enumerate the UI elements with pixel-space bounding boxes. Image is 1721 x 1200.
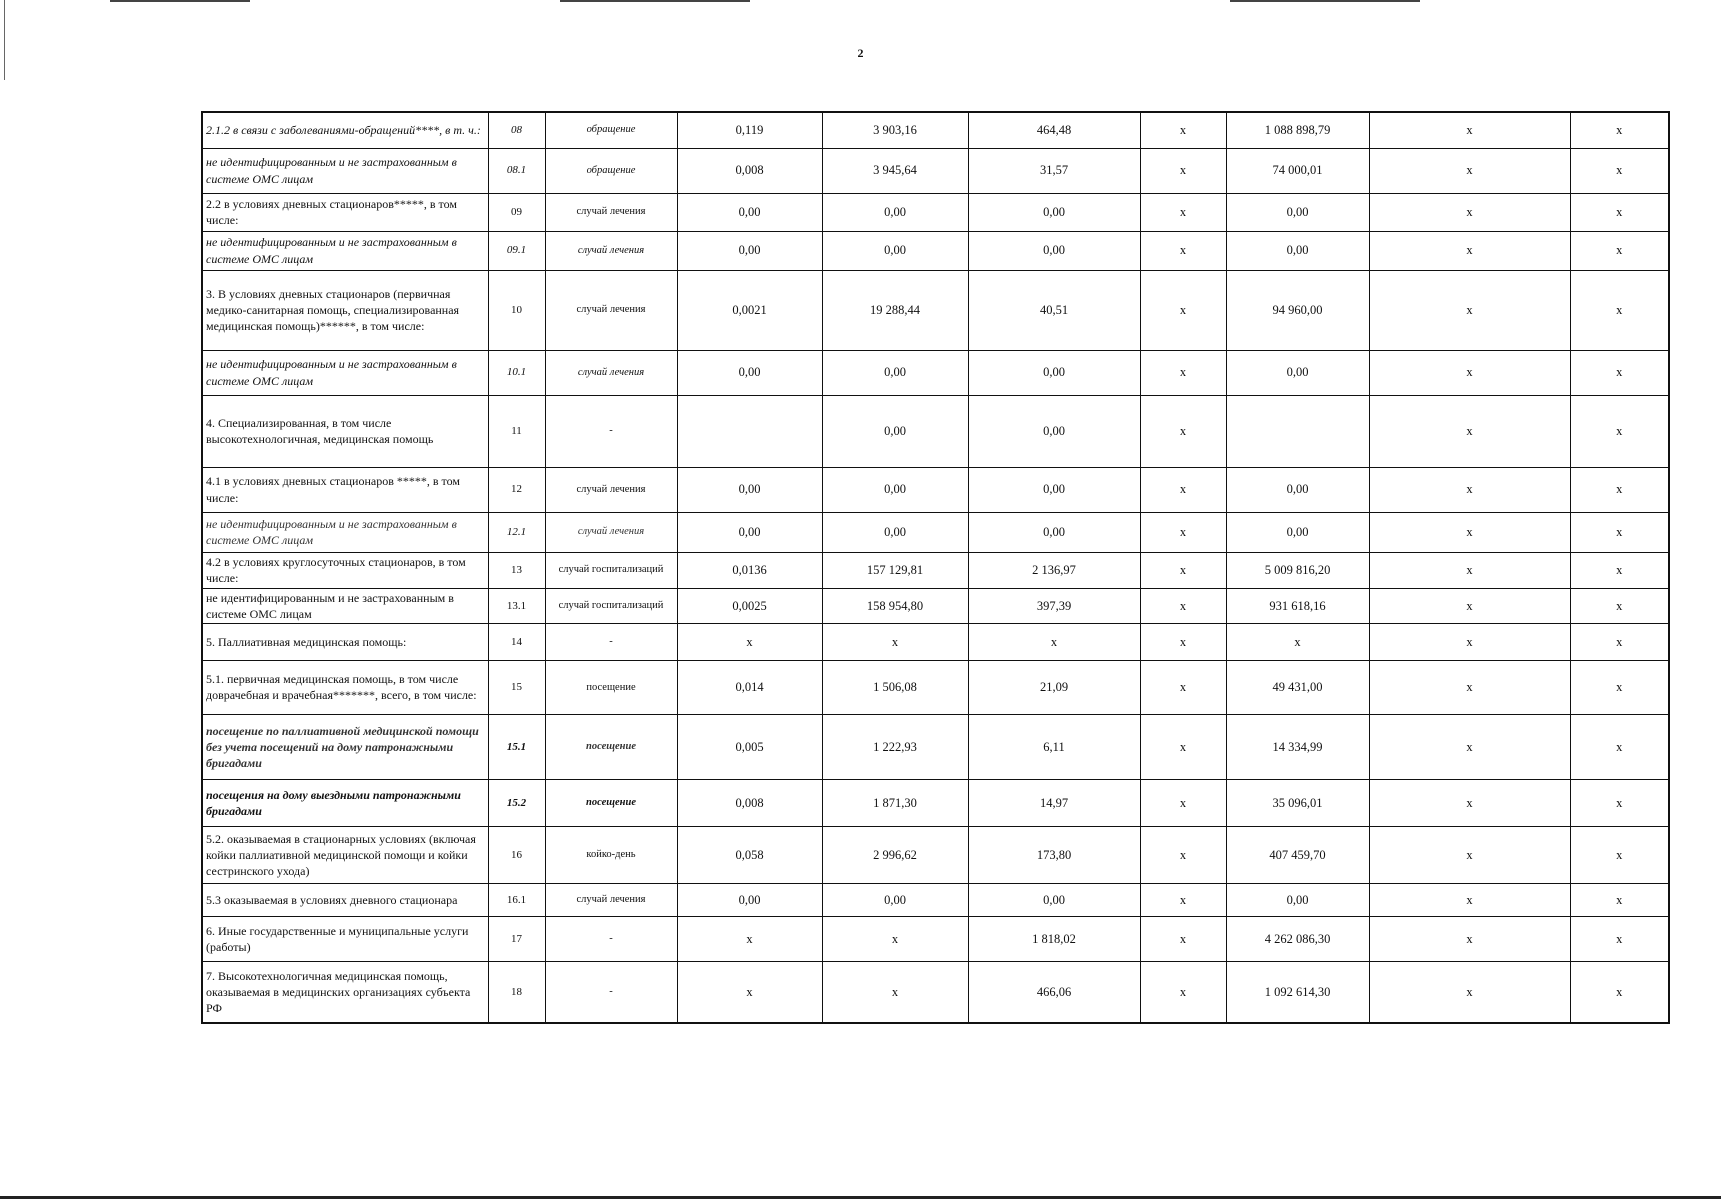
row-per-capita: 466,06 xyxy=(968,961,1140,1023)
row-per-capita: 0,00 xyxy=(968,193,1140,231)
row-unit: - xyxy=(545,395,677,467)
row-cost-norm: 0,00 xyxy=(822,193,968,231)
row-col7: x xyxy=(1140,714,1226,779)
row-col7: x xyxy=(1140,270,1226,350)
row-name: не идентифицированным и не застрахованным в системе ОМС лицам xyxy=(202,350,488,395)
row-unit: обращение xyxy=(545,112,677,148)
row-per-capita: 0,00 xyxy=(968,350,1140,395)
table-body xyxy=(202,112,1669,1023)
row-volume-norm: 0,014 xyxy=(677,660,822,714)
row-col10: x xyxy=(1570,148,1669,193)
row-total-cost: 0,00 xyxy=(1226,883,1369,916)
row-code: 17 xyxy=(488,916,545,961)
row-col9: x xyxy=(1369,779,1570,826)
row-col9: x xyxy=(1369,826,1570,883)
row-col10: x xyxy=(1570,883,1669,916)
scan-artifact-bottom xyxy=(0,1196,1721,1199)
table-row xyxy=(202,552,1669,588)
row-cost-norm: 2 996,62 xyxy=(822,826,968,883)
row-code: 09 xyxy=(488,193,545,231)
row-total-cost: 0,00 xyxy=(1226,512,1369,552)
row-volume-norm xyxy=(677,395,822,467)
row-col7: x xyxy=(1140,350,1226,395)
row-cost-norm: 1 506,08 xyxy=(822,660,968,714)
row-cost-norm: x xyxy=(822,961,968,1023)
row-volume-norm: 0,00 xyxy=(677,231,822,270)
scan-artifact-top-2 xyxy=(560,0,750,2)
row-total-cost: 94 960,00 xyxy=(1226,270,1369,350)
row-col7: x xyxy=(1140,779,1226,826)
row-unit: случай госпитализаций xyxy=(545,588,677,623)
row-unit: койко-день xyxy=(545,826,677,883)
row-col10: x xyxy=(1570,270,1669,350)
row-unit: случай лечения xyxy=(545,467,677,512)
row-unit: посещение xyxy=(545,660,677,714)
row-col9: x xyxy=(1369,467,1570,512)
row-col9: x xyxy=(1369,552,1570,588)
row-col9: x xyxy=(1369,660,1570,714)
row-per-capita: 397,39 xyxy=(968,588,1140,623)
row-col9: x xyxy=(1369,395,1570,467)
table-row xyxy=(202,467,1669,512)
row-total-cost: 4 262 086,30 xyxy=(1226,916,1369,961)
row-unit: случай лечения xyxy=(545,270,677,350)
row-total-cost: 407 459,70 xyxy=(1226,826,1369,883)
row-col10: x xyxy=(1570,588,1669,623)
row-per-capita: 14,97 xyxy=(968,779,1140,826)
row-unit: - xyxy=(545,961,677,1023)
table-row xyxy=(202,826,1669,883)
row-col7: x xyxy=(1140,552,1226,588)
row-volume-norm: 0,00 xyxy=(677,883,822,916)
row-volume-norm: 0,00 xyxy=(677,193,822,231)
row-col10: x xyxy=(1570,552,1669,588)
row-total-cost: 35 096,01 xyxy=(1226,779,1369,826)
row-col7: x xyxy=(1140,826,1226,883)
row-volume-norm: 0,0136 xyxy=(677,552,822,588)
row-unit: посещение xyxy=(545,779,677,826)
table-row xyxy=(202,395,1669,467)
row-col7: x xyxy=(1140,623,1226,660)
row-per-capita: 0,00 xyxy=(968,512,1140,552)
table-row xyxy=(202,193,1669,231)
row-col10: x xyxy=(1570,395,1669,467)
row-code: 15.1 xyxy=(488,714,545,779)
row-col9: x xyxy=(1369,231,1570,270)
row-per-capita: 464,48 xyxy=(968,112,1140,148)
row-col9: x xyxy=(1369,916,1570,961)
row-col7: x xyxy=(1140,916,1226,961)
scan-artifact-left-edge xyxy=(4,0,5,80)
row-total-cost xyxy=(1226,395,1369,467)
row-total-cost: 0,00 xyxy=(1226,467,1369,512)
row-code: 12 xyxy=(488,467,545,512)
table-row xyxy=(202,148,1669,193)
row-name: посещение по паллиативной медицинской помощи без учета посещений на дому патронажными бригадами xyxy=(202,714,488,779)
row-per-capita: 0,00 xyxy=(968,395,1140,467)
row-col10: x xyxy=(1570,350,1669,395)
table-row xyxy=(202,623,1669,660)
row-cost-norm: 19 288,44 xyxy=(822,270,968,350)
row-cost-norm: 158 954,80 xyxy=(822,588,968,623)
row-volume-norm: x xyxy=(677,623,822,660)
table-row xyxy=(202,779,1669,826)
row-volume-norm: 0,00 xyxy=(677,467,822,512)
row-col10: x xyxy=(1570,112,1669,148)
row-cost-norm: 0,00 xyxy=(822,395,968,467)
row-volume-norm: 0,058 xyxy=(677,826,822,883)
row-per-capita: x xyxy=(968,623,1140,660)
row-total-cost: 74 000,01 xyxy=(1226,148,1369,193)
row-col9: x xyxy=(1369,623,1570,660)
row-unit: случай госпитализаций xyxy=(545,552,677,588)
row-cost-norm: x xyxy=(822,623,968,660)
row-volume-norm: x xyxy=(677,961,822,1023)
row-per-capita: 40,51 xyxy=(968,270,1140,350)
row-col9: x xyxy=(1369,961,1570,1023)
row-col9: x xyxy=(1369,512,1570,552)
row-per-capita: 2 136,97 xyxy=(968,552,1140,588)
row-unit: посещение xyxy=(545,714,677,779)
table-row xyxy=(202,350,1669,395)
row-total-cost: x xyxy=(1226,623,1369,660)
report-table xyxy=(201,111,1670,1024)
row-name: 5. Паллиативная медицинская помощь: xyxy=(202,623,488,660)
row-col9: x xyxy=(1369,193,1570,231)
row-code: 13 xyxy=(488,552,545,588)
row-col7: x xyxy=(1140,112,1226,148)
row-cost-norm: 3 903,16 xyxy=(822,112,968,148)
row-unit: - xyxy=(545,623,677,660)
row-code: 08.1 xyxy=(488,148,545,193)
row-code: 16 xyxy=(488,826,545,883)
row-col7: x xyxy=(1140,512,1226,552)
row-per-capita: 21,09 xyxy=(968,660,1140,714)
row-volume-norm: 0,008 xyxy=(677,779,822,826)
row-col7: x xyxy=(1140,193,1226,231)
table-row xyxy=(202,961,1669,1023)
row-cost-norm: 0,00 xyxy=(822,350,968,395)
row-col7: x xyxy=(1140,961,1226,1023)
row-volume-norm: 0,00 xyxy=(677,350,822,395)
row-total-cost: 1 092 614,30 xyxy=(1226,961,1369,1023)
table-row xyxy=(202,512,1669,552)
row-col10: x xyxy=(1570,779,1669,826)
row-col7: x xyxy=(1140,883,1226,916)
row-col9: x xyxy=(1369,148,1570,193)
row-name: 5.1. первичная медицинская помощь, в том числе доврачебная и врачебная*******, всего, в том числе: xyxy=(202,660,488,714)
row-volume-norm: 0,0021 xyxy=(677,270,822,350)
row-volume-norm: 0,005 xyxy=(677,714,822,779)
row-total-cost: 5 009 816,20 xyxy=(1226,552,1369,588)
row-col9: x xyxy=(1369,883,1570,916)
table-row xyxy=(202,588,1669,623)
row-unit: обращение xyxy=(545,148,677,193)
row-col9: x xyxy=(1369,588,1570,623)
row-code: 08 xyxy=(488,112,545,148)
row-total-cost: 1 088 898,79 xyxy=(1226,112,1369,148)
row-total-cost: 14 334,99 xyxy=(1226,714,1369,779)
row-total-cost: 0,00 xyxy=(1226,193,1369,231)
table-row xyxy=(202,714,1669,779)
row-name: 7. Высокотехнологичная медицинская помощь, оказываемая в медицинских организациях субъекта РФ xyxy=(202,961,488,1023)
row-unit: случай лечения xyxy=(545,231,677,270)
row-col10: x xyxy=(1570,660,1669,714)
row-cost-norm: 3 945,64 xyxy=(822,148,968,193)
row-name: 5.2. оказываемая в стационарных условиях (включая койки паллиативной медицинской помощи и койки сестринского ухода) xyxy=(202,826,488,883)
row-total-cost: 0,00 xyxy=(1226,231,1369,270)
row-unit: случай лечения xyxy=(545,883,677,916)
row-per-capita: 6,11 xyxy=(968,714,1140,779)
row-volume-norm: x xyxy=(677,916,822,961)
row-per-capita: 0,00 xyxy=(968,883,1140,916)
row-code: 15.2 xyxy=(488,779,545,826)
row-per-capita: 1 818,02 xyxy=(968,916,1140,961)
table-row xyxy=(202,270,1669,350)
table-row xyxy=(202,660,1669,714)
row-per-capita: 31,57 xyxy=(968,148,1140,193)
row-col9: x xyxy=(1369,350,1570,395)
row-name: 4.1 в условиях дневных стационаров *****, в том числе: xyxy=(202,467,488,512)
row-name: 3. В условиях дневных стационаров (первичная медико-санитарная помощь, специализированная медицинская помощь)******, в том числе: xyxy=(202,270,488,350)
row-total-cost: 49 431,00 xyxy=(1226,660,1369,714)
row-cost-norm: 0,00 xyxy=(822,231,968,270)
row-code: 13.1 xyxy=(488,588,545,623)
row-unit: - xyxy=(545,916,677,961)
row-name: не идентифицированным и не застрахованным в системе ОМС лицам xyxy=(202,231,488,270)
row-col10: x xyxy=(1570,512,1669,552)
row-total-cost: 0,00 xyxy=(1226,350,1369,395)
row-code: 09.1 xyxy=(488,231,545,270)
row-name: 4. Специализированная, в том числе высокотехнологичная, медицинская помощь xyxy=(202,395,488,467)
row-col10: x xyxy=(1570,714,1669,779)
row-name: 6. Иные государственные и муниципальные услуги (работы) xyxy=(202,916,488,961)
row-name: посещения на дому выездными патронажными бригадами xyxy=(202,779,488,826)
row-cost-norm: 1 222,93 xyxy=(822,714,968,779)
row-code: 10.1 xyxy=(488,350,545,395)
row-code: 11 xyxy=(488,395,545,467)
row-col9: x xyxy=(1369,112,1570,148)
row-unit: случай лечения xyxy=(545,193,677,231)
row-col10: x xyxy=(1570,231,1669,270)
row-volume-norm: 0,00 xyxy=(677,512,822,552)
row-col10: x xyxy=(1570,623,1669,660)
row-col10: x xyxy=(1570,467,1669,512)
row-cost-norm: 157 129,81 xyxy=(822,552,968,588)
page-number: 2 xyxy=(857,46,864,60)
row-col7: x xyxy=(1140,588,1226,623)
row-name: 4.2 в условиях круглосуточных стационаров, в том числе: xyxy=(202,552,488,588)
row-volume-norm: 0,0025 xyxy=(677,588,822,623)
row-col9: x xyxy=(1369,714,1570,779)
table-row xyxy=(202,231,1669,270)
row-name: не идентифицированным и не застрахованным в системе ОМС лицам xyxy=(202,148,488,193)
row-per-capita: 0,00 xyxy=(968,231,1140,270)
scan-artifact-top-3 xyxy=(1230,0,1420,2)
row-cost-norm: 0,00 xyxy=(822,883,968,916)
row-col7: x xyxy=(1140,148,1226,193)
row-col7: x xyxy=(1140,231,1226,270)
row-name: 5.3 оказываемая в условиях дневного стационара xyxy=(202,883,488,916)
row-cost-norm: 1 871,30 xyxy=(822,779,968,826)
row-name: не идентифицированным и не застрахованным в системе ОМС лицам xyxy=(202,588,488,623)
row-name: не идентифицированным и не застрахованным в системе ОМС лицам xyxy=(202,512,488,552)
row-col10: x xyxy=(1570,961,1669,1023)
row-name: 2.1.2 в связи с заболеваниями-обращений****, в т. ч.: xyxy=(202,112,488,148)
row-per-capita: 0,00 xyxy=(968,467,1140,512)
row-code: 15 xyxy=(488,660,545,714)
row-code: 10 xyxy=(488,270,545,350)
row-col9: x xyxy=(1369,270,1570,350)
row-cost-norm: 0,00 xyxy=(822,512,968,552)
row-col7: x xyxy=(1140,660,1226,714)
row-cost-norm: 0,00 xyxy=(822,467,968,512)
row-total-cost: 931 618,16 xyxy=(1226,588,1369,623)
row-volume-norm: 0,008 xyxy=(677,148,822,193)
row-col10: x xyxy=(1570,916,1669,961)
row-unit: случай лечения xyxy=(545,512,677,552)
table-row xyxy=(202,883,1669,916)
row-unit: случай лечения xyxy=(545,350,677,395)
row-code: 12.1 xyxy=(488,512,545,552)
row-col7: x xyxy=(1140,467,1226,512)
table-row xyxy=(202,916,1669,961)
row-col10: x xyxy=(1570,193,1669,231)
row-col10: x xyxy=(1570,826,1669,883)
row-col7: x xyxy=(1140,395,1226,467)
table-row xyxy=(202,112,1669,148)
row-volume-norm: 0,119 xyxy=(677,112,822,148)
scan-artifact-top-1 xyxy=(110,0,250,2)
row-per-capita: 173,80 xyxy=(968,826,1140,883)
row-code: 18 xyxy=(488,961,545,1023)
row-code: 14 xyxy=(488,623,545,660)
row-cost-norm: x xyxy=(822,916,968,961)
row-code: 16.1 xyxy=(488,883,545,916)
row-name: 2.2 в условиях дневных стационаров*****, в том числе: xyxy=(202,193,488,231)
